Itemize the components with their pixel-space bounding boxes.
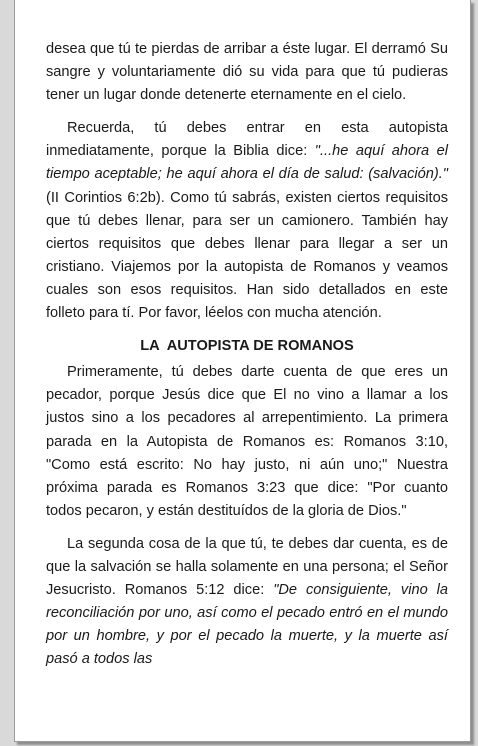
page-body: [46, 38, 448, 671]
paragraph-2: [46, 117, 448, 325]
paragraph-3: Primeramente, tú debes darte cuenta de que eres un pecador, porque Jesús dice que El no vino a llamar a los justos sino a los pecadores al arrepentimiento. La primera parada en la Autopista de Romanos es: Romanos 3:10, "Como está escrito: No hay justo, ni aún uno;" Nuestra próxima parada es Romanos 3:23 que dice: "Por cuanto todos pecaron, y están destituídos de la gloria de Dios.": [46, 364, 448, 519]
paragraph-4: [46, 533, 448, 672]
bible-quote-romanos-5-12: "De consiguiente, vino la reconciliación por uno, así como el pecado entró en el mundo por un hombre, y por el pecado la muerte, y la muerte así pasó a todos las: [46, 582, 448, 668]
bible-quote-corintios: "...he aquí ahora el tiempo aceptable; he aquí ahora el día de salud: (salvación).": [46, 143, 448, 183]
paragraph-4-text-a: La segunda cosa de la que tú, te debes dar cuenta, es de que la salvación se halla solamente en una persona; el Señor Jesucristo. Romanos 5:12 dice:: [46, 535, 448, 599]
paragraph-2-text-a: Recuerda, tú debes entrar en esta autopista inmediatamente, porque la Biblia dice:: [46, 120, 448, 160]
document-page: [14, 0, 471, 742]
paragraph-2-text-b: (II Corintios 6:2b). Como tú sabrás, existen ciertos requisitos que tú debes llenar, para ser un camionero. También hay ciertos requisitos que debes llenar para llegar a ser un cristiano. Viajemos por la autopista de Romanos y veamos cuales son esos requisitos. Han sido detallados en este folleto para tí. Por favor, léelos con mucha atención.: [46, 189, 448, 322]
paragraph-1: desea que tú te pierdas de arribar a éste lugar. El derramó Su sangre y voluntariamente dió su vida para que tú pudieras tener un lugar donde detenerte eternamente en el cielo.: [46, 41, 448, 104]
section-heading: LA AUTOPISTA DE ROMANOS: [140, 338, 354, 355]
